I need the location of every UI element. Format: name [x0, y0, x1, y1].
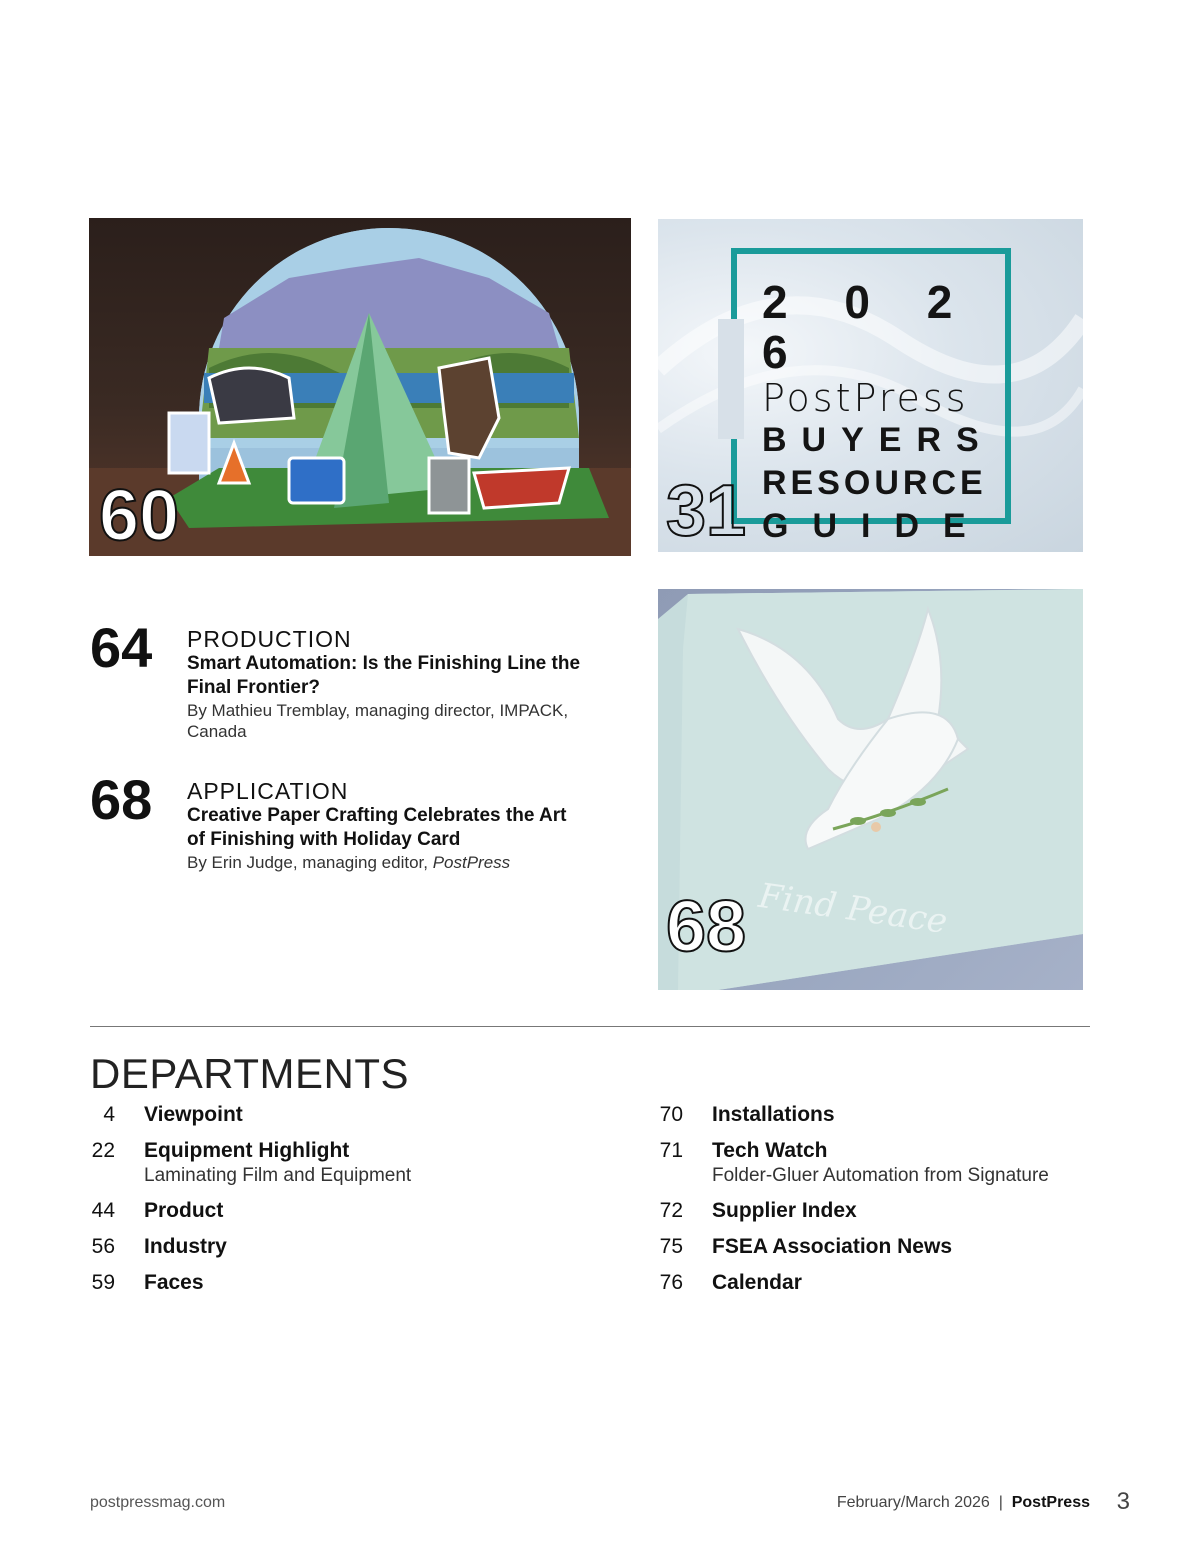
dept-subtitle: Folder-Gluer Automation from Signature — [712, 1165, 1049, 1186]
dept-item-industry[interactable] — [90, 1233, 590, 1260]
feature-page-number: 68 — [90, 768, 153, 831]
dept-item-supplier-index[interactable] — [658, 1197, 1158, 1224]
byline-text: By Erin Judge, managing editor, — [187, 853, 433, 872]
footer-publication: PostPress — [1011, 1494, 1090, 1511]
feature-byline: By Mathieu Tremblay, managing director, IMPACK, Canada — [187, 701, 569, 741]
dept-label: Supplier Index — [712, 1199, 857, 1222]
dept-page-number: 56 — [91, 1235, 115, 1258]
departments-right-column — [658, 1101, 1158, 1305]
dept-label: Tech Watch — [712, 1139, 828, 1162]
feature-category: PRODUCTION — [187, 626, 352, 652]
byline-publication: PostPress — [432, 853, 511, 872]
dept-label: Equipment Highlight — [144, 1139, 350, 1162]
photo-page-number-68: 68 — [666, 887, 747, 967]
dept-item-calendar[interactable] — [658, 1269, 1158, 1296]
card-embossed-text: Find Peace — [756, 875, 950, 943]
guide-title — [762, 277, 992, 548]
dept-page-number: 59 — [91, 1271, 115, 1294]
dept-page-number: 76 — [659, 1271, 683, 1294]
dove-card-photo — [658, 589, 1083, 990]
dept-item-installations[interactable] — [658, 1101, 1158, 1128]
guide-brand: PostPress — [762, 376, 969, 420]
dept-item-tech-watch[interactable] — [658, 1137, 1158, 1188]
photo-page-number-60: 60 — [99, 476, 180, 556]
dept-item-faces[interactable] — [90, 1269, 590, 1296]
dept-label: Industry — [144, 1235, 227, 1258]
dept-item-fsea-news[interactable] — [658, 1233, 1158, 1260]
guide-line-buyers: BUYERS — [762, 421, 994, 459]
dept-page-number: 75 — [659, 1235, 683, 1258]
dept-page-number: 70 — [659, 1103, 683, 1126]
departments-heading: DEPARTMENTS — [90, 1050, 409, 1097]
dept-item-product[interactable] — [90, 1197, 590, 1224]
camp-popup-photo — [89, 218, 631, 556]
dept-page-number: 4 — [103, 1103, 115, 1126]
photo-page-number-31: 31 — [666, 471, 747, 551]
dept-label: Viewpoint — [144, 1103, 243, 1126]
feature-title[interactable]: Creative Paper Crafting Celebrates the Art of Finishing with Holiday Card — [187, 805, 567, 850]
guide-year: 2 0 2 6 — [762, 276, 975, 378]
footer-issue: February/March 2026 — [836, 1494, 990, 1511]
dept-item-viewpoint[interactable] — [90, 1101, 590, 1128]
feature-title[interactable]: Smart Automation: Is the Finishing Line the Final Frontier? — [187, 653, 581, 698]
dept-label: Calendar — [712, 1271, 802, 1294]
dept-item-equipment-highlight[interactable] — [90, 1137, 590, 1188]
dept-label: Faces — [144, 1271, 204, 1294]
footer-website[interactable]: postpressmag.com — [90, 1494, 226, 1511]
footer-separator: | — [998, 1494, 1003, 1511]
buyers-guide-photo — [658, 219, 1083, 552]
feature-byline — [187, 852, 587, 873]
dept-label: FSEA Association News — [712, 1235, 953, 1258]
dept-page-number: 71 — [659, 1139, 683, 1162]
dept-subtitle: Laminating Film and Equipment — [144, 1165, 412, 1186]
section-divider — [90, 1026, 1090, 1027]
feature-category: APPLICATION — [187, 778, 349, 804]
dept-label: Installations — [712, 1103, 835, 1126]
footer-issue-info — [837, 1494, 1090, 1512]
dept-page-number: 44 — [91, 1199, 115, 1222]
departments-left-column — [90, 1101, 590, 1305]
dept-page-number: 72 — [659, 1199, 683, 1222]
dept-page-number: 22 — [91, 1139, 115, 1162]
footer-page-number: 3 — [1116, 1488, 1130, 1515]
feature-page-number: 64 — [90, 616, 153, 679]
dept-label: Product — [144, 1199, 224, 1222]
guide-line-guide: GUIDE — [762, 507, 990, 545]
guide-line-resource: RESOURCE — [762, 464, 987, 502]
